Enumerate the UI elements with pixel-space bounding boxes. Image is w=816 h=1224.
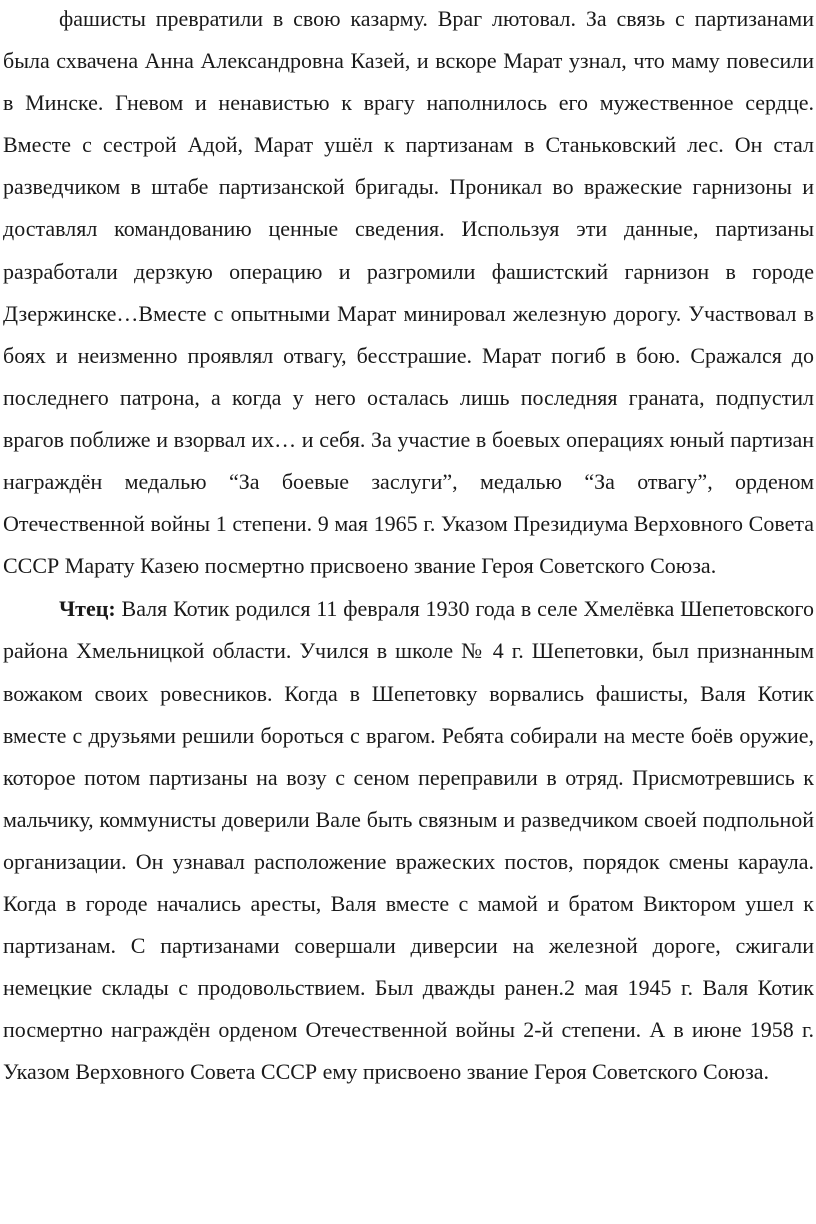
paragraph-marat-kazei: фашисты превратили в свою казарму. Враг лютовал. За связь с партизанами была схвачена Анна Александровна Казей, и вскоре Марат узнал, что маму повесили в Минске. Гневом и ненавистью к врагу наполнилось его мужественное сердце. Вместе с сестрой Адой, Марат ушёл к партизанам в Станьковский лес. Он стал разведчиком в штабе партизанской бригады. Проникал во вражеские гарнизоны и доставлял командованию ценные сведения. Используя эти данные, партизаны разработали дерзкую операцию и разгромили фашистский гарнизон в городе Дзержинске…Вместе с опытными Марат минировал железную дорогу. Участвовал в боях и неизменно проявлял отвагу, бесстрашие. Марат погиб в бою. Сражался до последнего патрона, а когда у него осталась лишь последняя граната, подпустил врагов поближе и взорвал их… и себя. За участие в боевых операциях юный партизан награждён медалью “За боевые заслуги”, медалью “За отвагу”, орденом Отечественной войны 1 степени. 9 мая 1965 г. Указом Президиума Верховного Совета СССР Марату Казею посмертно присвоено звание Героя Советского Союза. xyxy=(3,6,814,579)
paragraph-valya-kotik xyxy=(3,588,814,1093)
speaker-label: Чтец: xyxy=(59,596,116,622)
paragraph-valya-kotik-text: Валя Котик родился 11 февраля 1930 года в селе Хмелёвка Шепетовского района Хмельницкой области. Учился в школе № 4 г. Шепетовки, был признанным вожаком своих ровесников. Когда в Шепетовку ворвались фашисты, Валя Котик вместе с друзьями решили бороться с врагом. Ребята собирали на месте боёв оружие, которое потом партизаны на возу с сеном переправили в отряд. Присмотревшись к мальчику, коммунисты доверили Вале быть связным и разведчиком своей подпольной организации. Он узнавал расположение вражеских постов, порядок смены караула. Когда в городе начались аресты, Валя вместе с мамой и братом Виктором ушел к партизанам. С партизанами совершали диверсии на железной дороге, сжигали немецкие склады с продовольствием. Был дважды ранен.2 мая 1945 г. Валя Котик посмертно награждён орденом Отечественной войны 2-й степени. А в июне 1958 г. Указом Верховного Совета СССР ему присвоено звание Героя Советского Союза. xyxy=(3,596,814,1085)
